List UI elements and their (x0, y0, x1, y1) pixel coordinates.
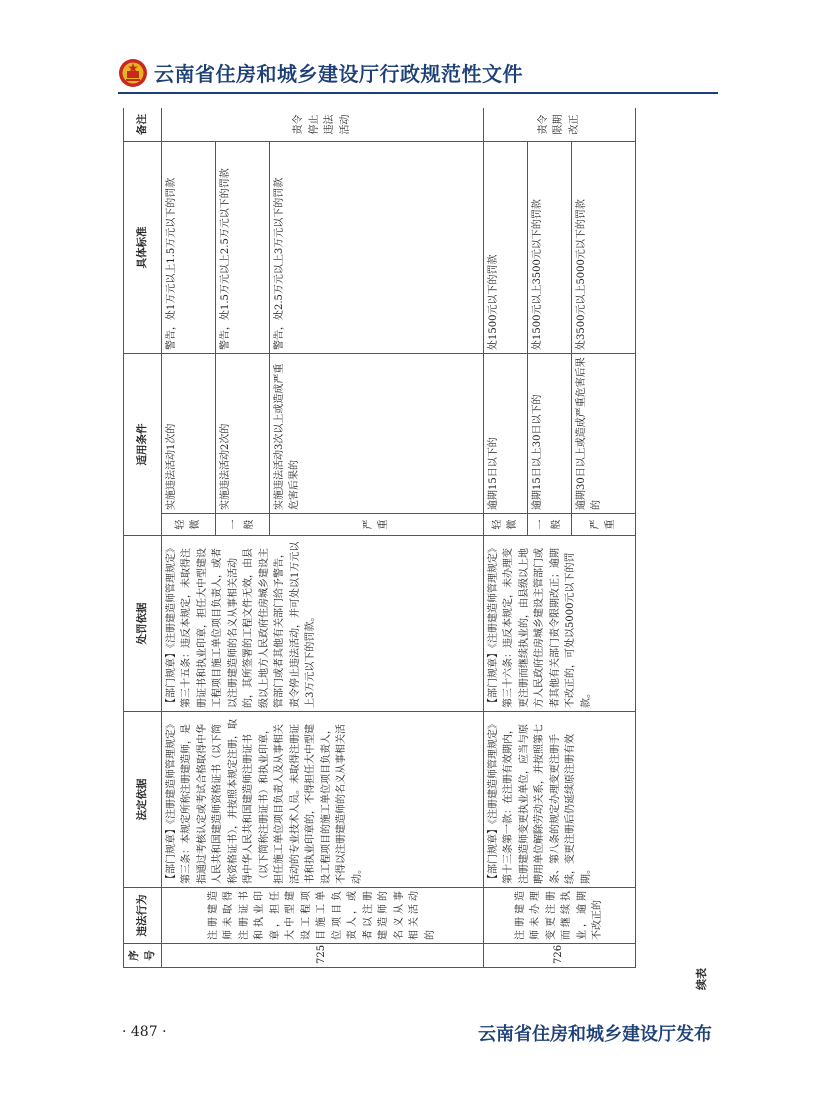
table-row (483, 108, 527, 968)
header-no: 序号 (124, 944, 162, 968)
header-legal-basis: 法定依据 (124, 712, 162, 888)
condition: 逾期15日以下的 (483, 354, 527, 514)
condition: 逾期30日以上或造成严重危害后果的 (571, 354, 635, 514)
table-caption: 续表 (695, 968, 708, 990)
header-act: 违法行为 (124, 888, 162, 944)
header-condition: 适用条件 (124, 354, 162, 536)
page-number: · 487 · (122, 1024, 167, 1040)
header-remark: 备注 (124, 108, 162, 142)
row-number: 725 (161, 944, 483, 968)
condition: 实施违法活动3次以上或造成严重危害后果的 (269, 354, 483, 514)
standard: 处1500元以下的罚款 (483, 142, 527, 354)
row-number: 726 (483, 944, 635, 968)
violation-act: 注册建造师未办理变更注册而继续执业，逾期不改正的 (483, 888, 635, 944)
rotated-table-area (123, 108, 719, 990)
remark: 责令限期改正 (483, 108, 635, 142)
publisher-label: 云南省住房和城乡建设厅发布 (478, 1024, 712, 1045)
level: 严重 (269, 514, 483, 536)
standard: 处3500元以上5000元以下的罚款 (571, 142, 635, 354)
standard: 处1500元以上3500元以下的罚款 (527, 142, 571, 354)
legal-basis: 【部门规章】《注册建造师管理规定》第三条：本规定所称注册建造师，是指通过考核认定或考试合格取得中华人民共和国建造师资格证书（以下简称资格证书），并按照本规定注册，取得中华人民共和国建造师注册证书（以下简称注册证书）和执业印章，担任施工单位项目负责人及从事相关活动的专业技术人员。未取得注册证书和执业印章的，不得担任大中型建设工程项目的施工单位项目负责人，不得以注册建造师的名义从事相关活动。 (161, 712, 483, 888)
table-header-row (124, 108, 162, 968)
document-header (118, 56, 738, 92)
level: 轻微 (161, 514, 215, 536)
violation-act: 注册建造师未取得注册证书和执业印章，担任大中型建设工程项目施工单位项目负责人，或者以注册建造师的名义从事相关活动的 (161, 888, 483, 944)
header-penalty-basis: 处罚依据 (124, 536, 162, 712)
level: 一般 (215, 514, 269, 536)
remark: 责令停止违法活动 (161, 108, 483, 142)
table-row (161, 108, 215, 968)
header-divider (118, 92, 718, 94)
penalty-table (123, 108, 636, 968)
legal-basis: 【部门规章】《注册建造师管理规定》第十三条第一款：在注册有效期内，注册建造师变更执业单位，应当与原聘用单位解除劳动关系，并按照第七条、第八条的规定办理变更注册手续，变更注册后仍延续原注册有效期。 (483, 712, 635, 888)
standard: 警告，处1.5万元以上2.5万元以下的罚款 (215, 142, 269, 354)
penalty-basis: 【部门规章】《注册建造师管理规定》第三十六条：违反本规定，未办理变更注册而继续执业的，由县级以上地方人民政府住房城乡建设主管部门或者其他有关部门责令限期改正；逾期不改正的，可处以5000元以下的罚款。 (483, 536, 635, 712)
condition: 逾期15日以上30日以下的 (527, 354, 571, 514)
header-title: 云南省住房和城乡建设厅行政规范性文件 (154, 62, 523, 86)
condition: 实施违法活动1次的 (161, 354, 215, 514)
level: 严重 (571, 514, 635, 536)
standard: 警告，处2.5万元以上3万元以下的罚款 (269, 142, 483, 354)
standard: 警告，处1万元以上1.5万元以下的罚款 (161, 142, 215, 354)
level: 一般 (527, 514, 571, 536)
condition: 实施违法活动2次的 (215, 354, 269, 514)
penalty-basis: 【部门规章】《注册建造师管理规定》第三十五条：违反本规定，未取得注册证书和执业印章，担任大中型建设工程项目施工单位项目负责人，或者以注册建造师的名义从事相关活动的，其所签署的工程文件无效，由县级以上地方人民政府住房城乡建设主管部门或者其他有关部门给予警告，责令停止违法活动，并可处以1万元以上3万元以下的罚款。 (161, 536, 483, 712)
level: 轻微 (483, 514, 527, 536)
national-emblem-icon (118, 58, 148, 88)
header-standard: 具体标准 (124, 142, 162, 354)
